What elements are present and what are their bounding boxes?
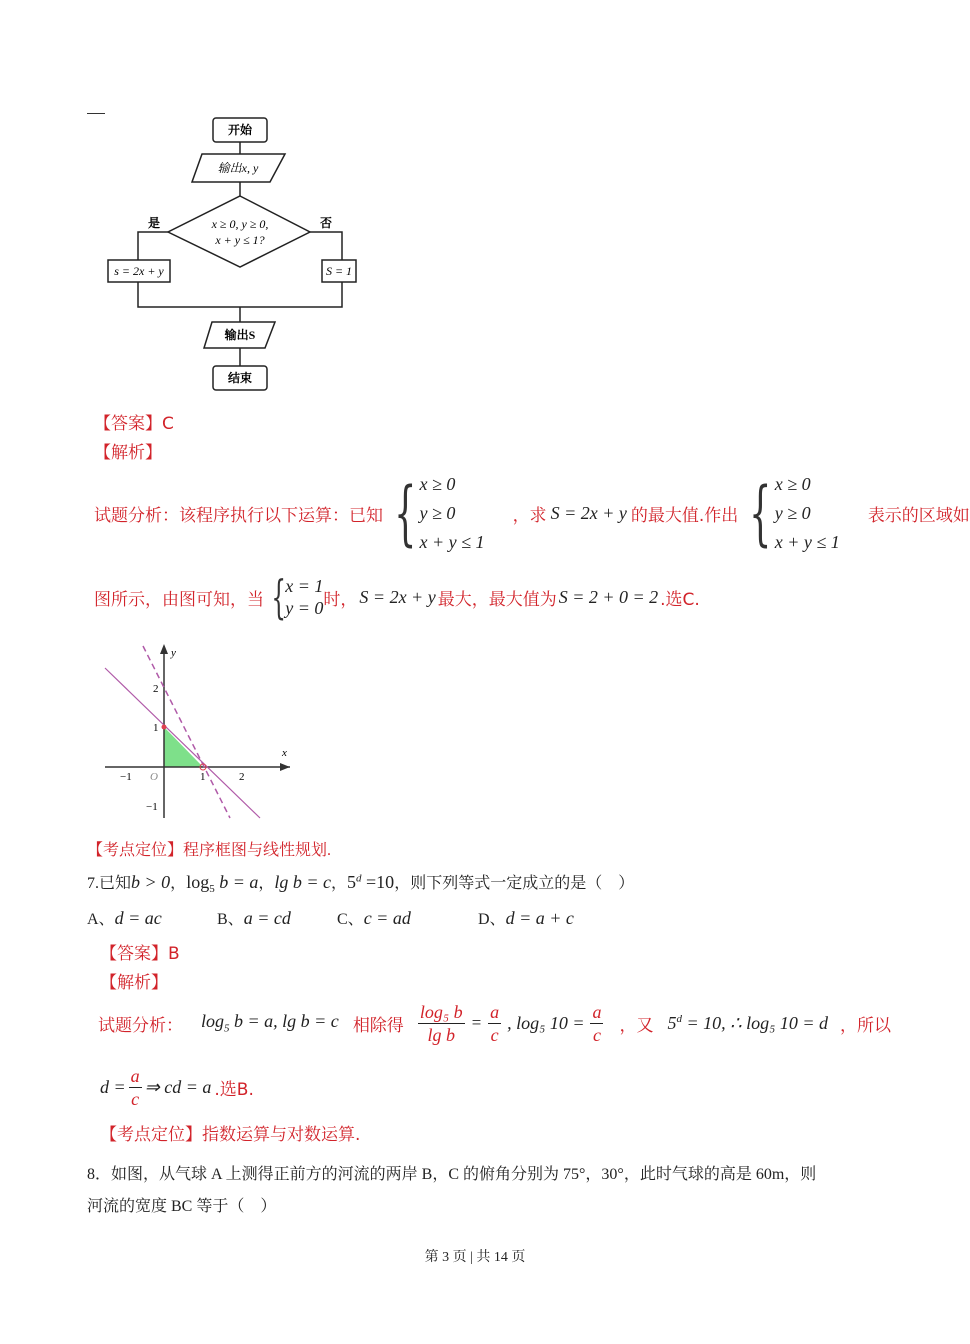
condition-line1: x ≥ 0, y ≥ 0, bbox=[211, 217, 269, 231]
q6-analysis-label: 【解析】 bbox=[94, 443, 162, 463]
decision-diamond bbox=[168, 196, 310, 267]
feasible-region bbox=[164, 727, 203, 767]
q7-analysis-line1: 试题分析： $\log_5 b = a$, lg b = c 相除得 $\frac{\text{log₅ b}}{\text{lg b}}$ = $\frac{a}{c}$ , log₅ 10 = $\frac{a}{c}$ ，又 $5^d = 10$, ∴ log₅ 10 = d ，所以 bbox=[98, 1001, 891, 1045]
q6-kaodian: 【考点定位】程序框图与线性规划. bbox=[87, 842, 332, 859]
q7-answer: 【答案】B bbox=[100, 944, 180, 964]
svg-text:x: x bbox=[282, 747, 287, 759]
feasible-region-graph bbox=[100, 640, 300, 830]
line-x-plus-y-eq-1 bbox=[105, 668, 260, 818]
q7-option-b: B、a = cd bbox=[217, 908, 291, 928]
svg-text:−1: −1 bbox=[146, 801, 158, 813]
input-label: 输出x, y bbox=[217, 161, 259, 175]
q7-option-c: C、c = ad bbox=[337, 908, 411, 928]
q6-answer: 【答案】C bbox=[94, 414, 174, 434]
q8-stem-line1: 8．如图，从气球 A 上测得正前方的河流的两岸 B，C 的俯角分别为 75°，30°，此时气球的高是 60m，则 bbox=[87, 1166, 817, 1183]
start-label: 开始 bbox=[227, 123, 253, 137]
q7-option-a: A、d = ac bbox=[87, 908, 162, 928]
svg-text:1: 1 bbox=[200, 771, 206, 783]
output-label: 输出S bbox=[224, 328, 256, 342]
q7-kaodian: 【考点定位】指数运算与对数运算. bbox=[100, 1125, 361, 1145]
svg-text:2: 2 bbox=[239, 771, 245, 783]
page-footer: 第 3 页 | 共 14 页 bbox=[424, 1250, 526, 1265]
svg-text:−1: −1 bbox=[120, 771, 132, 783]
svg-text:O: O bbox=[150, 771, 158, 783]
yes-box-label: s = 2x + y bbox=[114, 264, 164, 278]
q7-stem: 7.已知b > 0，$\log_5 b = a$，lg b = c，$5^d =10$，则下列等式一定成立的是（ ） bbox=[87, 872, 635, 896]
q6-analysis-line2: 图所示，由图可知，当 { x = 1 y = 0 时， S = 2x + y 最大，最大值为 S = 2 + 0 = 2 .选C. bbox=[94, 570, 700, 624]
q8-stem-line2: 河流的宽度 BC 等于（ ） bbox=[87, 1198, 277, 1215]
flowchart bbox=[100, 110, 370, 400]
q7-analysis-line2: d = $\frac{a}{c}$ ⇒ cd = a .选B. bbox=[100, 1065, 254, 1109]
svg-text:1: 1 bbox=[153, 722, 159, 734]
no-box-label: S = 1 bbox=[325, 264, 353, 278]
svg-text:y: y bbox=[171, 647, 176, 659]
point-0-1 bbox=[162, 725, 167, 730]
q6-analysis-line1: 试题分析：该程序执行以下运算：已知 { x ≥ 0 y ≥ 0 x + y ≤ 1 ，求 S = 2x + y 的最大值.作出 { x ≥ 0 y ≥ 0 x + y ≤ 1 表示的区域如 bbox=[94, 472, 970, 554]
svg-text:2: 2 bbox=[153, 683, 159, 695]
yes-label: 是 bbox=[148, 216, 161, 230]
q7-option-d: D、d = a + c bbox=[478, 908, 574, 928]
end-label: 结束 bbox=[227, 371, 253, 385]
condition-line2: x + y ≤ 1? bbox=[215, 233, 265, 247]
no-label: 否 bbox=[320, 216, 333, 230]
q7-analysis-label: 【解析】 bbox=[100, 973, 168, 993]
